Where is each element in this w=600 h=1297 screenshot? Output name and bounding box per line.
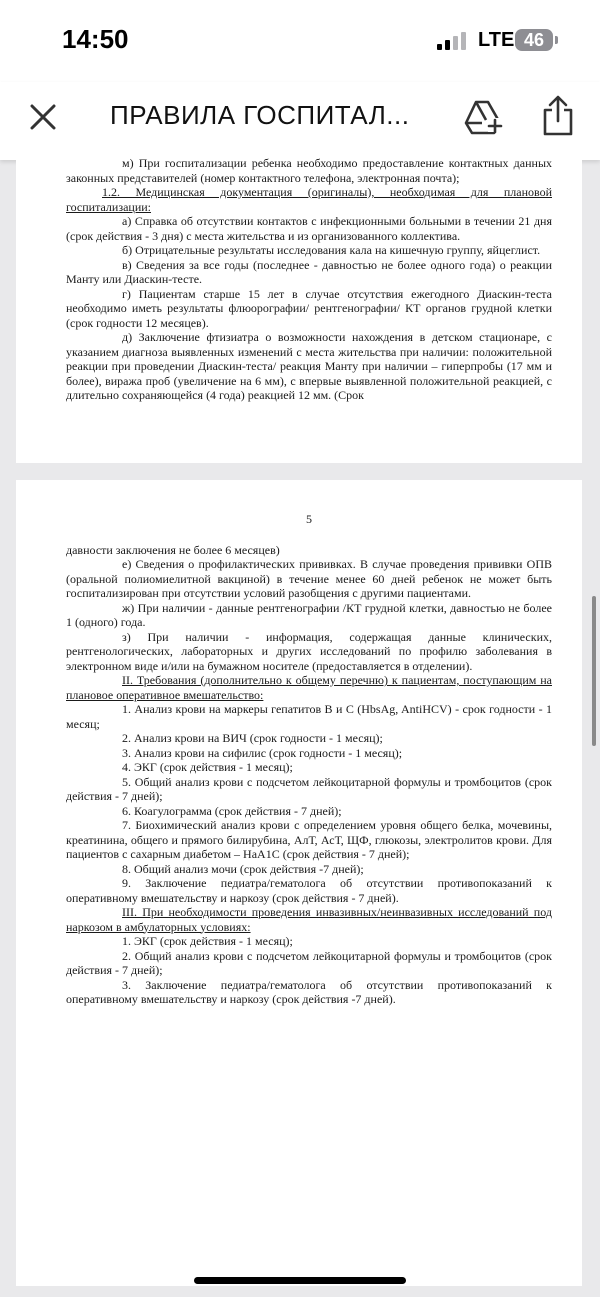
list-item: 1. Анализ крови на маркеры гепатитов В и С (HbsAg, AntiHCV) - срок годности - 1 месяц; xyxy=(66,702,552,731)
list-item: 7. Биохимический анализ крови с определением уровня общего белка, мочевины, креатинина, общего и прямого билирубина, АлТ, АсТ, ЩФ, глюкозы, электролитов крови. Для пациентов с сахарным диабетом – НаА1С (срок действия - 7 дней); xyxy=(66,818,552,861)
list-item: 3. Заключение педиатра/гематолога об отсутствии противопоказаний к оперативному вмешательству и наркозу (срок действия -7 дней). xyxy=(66,977,552,1006)
list-item: 2. Анализ крови на ВИЧ (срок годности - 1 месяц); xyxy=(122,731,383,745)
home-indicator[interactable] xyxy=(194,1277,406,1284)
network-type: LTE xyxy=(478,29,515,51)
paragraph: д) Заключение фтизиатра о возможности нахождения в детском стационаре, с указанием диагноза выявленных изменений с места жительства при наличии: положительной реакции при проведении Диаскин-теста/ реакция Манту при наличии – гиперпробы (17 мм и более), виража проб (увеличение на 6 мм), с впервые выявленной положительной реакцией, с длительно сохраняющейся (4 года) реакцией 12 мм. (Срок xyxy=(66,330,552,402)
list-item: 5. Общий анализ крови с подсчетом лейкоцитарной формулы и тромбоцитов (срок действия - 7 дней); xyxy=(66,774,552,803)
paragraph: давности заключения не более 6 месяцев) xyxy=(66,542,280,557)
paragraph: б) Отрицательные результаты исследования кала на кишечную группу, яйцеглист. xyxy=(122,243,541,257)
paragraph: а) Справка об отсутствии контактов с инфекционными больными в течении 21 дня (срок действия - 3 дня) с места жительства и из организованного коллектива. xyxy=(66,214,552,243)
list-item: 9. Заключение педиатра/гематолога об отсутствии противопоказаний к оперативному вмешательству и наркозу (срок действия - 7 дней). xyxy=(66,876,552,905)
add-to-drive-icon[interactable] xyxy=(462,96,504,136)
paragraph: м) При госпитализации ребенка необходимо предоставление контактных данных законных представителей (номер контактного телефона, электронная почта); xyxy=(66,156,552,185)
document-page-4 xyxy=(16,150,582,463)
document-title: ПРАВИЛА ГОСПИТАЛ... xyxy=(110,100,410,130)
close-icon[interactable] xyxy=(26,100,60,134)
paragraph: в) Сведения за все годы (последнее - давностью не более одного года) о реакции Манту или Диаскин-тесте. xyxy=(66,257,552,286)
status-bar xyxy=(0,0,600,82)
document-toolbar xyxy=(0,82,600,160)
paragraph: ж) При наличии - данные рентгенографии /КТ грудной клетки, давностью не более 1 (одного) года. xyxy=(66,600,552,629)
section-heading: II. Требования (дополнительно к общему перечню) к пациентам, поступающим на плановое оперативное вмешательство: xyxy=(66,673,552,702)
list-item: 2. Общий анализ крови с подсчетом лейкоцитарной формулы и тромбоцитов (срок действия - 7 дней); xyxy=(66,948,552,977)
page-number: 5 xyxy=(306,512,312,526)
paragraph: з) При наличии - информация, содержащая данные клинических, рентгенологических, лабораторных и других исследований по профилю заболевания в электронном виде и/или на бумажном носителе (предоставляется в отделении). xyxy=(66,629,552,673)
list-item: 1. ЭКГ (срок действия - 1 месяц); xyxy=(122,934,293,948)
signal-icon xyxy=(437,30,471,50)
share-icon[interactable] xyxy=(538,94,578,138)
section-heading: III. При необходимости проведения инвазивных/неинвазивных исследований под наркозом в амбулаторных условиях: xyxy=(66,905,552,934)
list-item: 3. Анализ крови на сифилис (срок годности - 1 месяц); xyxy=(122,745,403,760)
list-item: 8. Общий анализ мочи (срок действия -7 дней); xyxy=(122,861,364,876)
paragraph: е) Сведения о профилактических прививках. В случае проведения прививки ОПВ (оральной полиомиелитной вакциной) в течение менее 60 дней ребенок не может быть госпитализирован при отсутствии условий разобщения с другими пациентами. xyxy=(66,557,552,600)
document-page-5 xyxy=(16,480,582,1286)
paragraph: г) Пациентам старше 15 лет в случае отсутствия ежегодного Диаскин-теста необходимо иметь результаты флюорографии/ рентгенографии/ КТ органов грудной клетки (срок годности 12 месяцев). xyxy=(66,286,552,330)
list-item: 4. ЭКГ (срок действия - 1 месяц); xyxy=(122,760,293,774)
scrollbar-thumb[interactable] xyxy=(592,596,596,746)
battery-icon: 46 xyxy=(515,29,553,51)
section-heading: 1.2. Медицинская документация (оригиналы), необходимая для плановой госпитализации: xyxy=(66,185,552,214)
status-time: 14:50 xyxy=(62,24,129,54)
battery-tip xyxy=(555,36,558,44)
list-item: 6. Коагулограмма (срок действия - 7 дней); xyxy=(122,803,342,818)
